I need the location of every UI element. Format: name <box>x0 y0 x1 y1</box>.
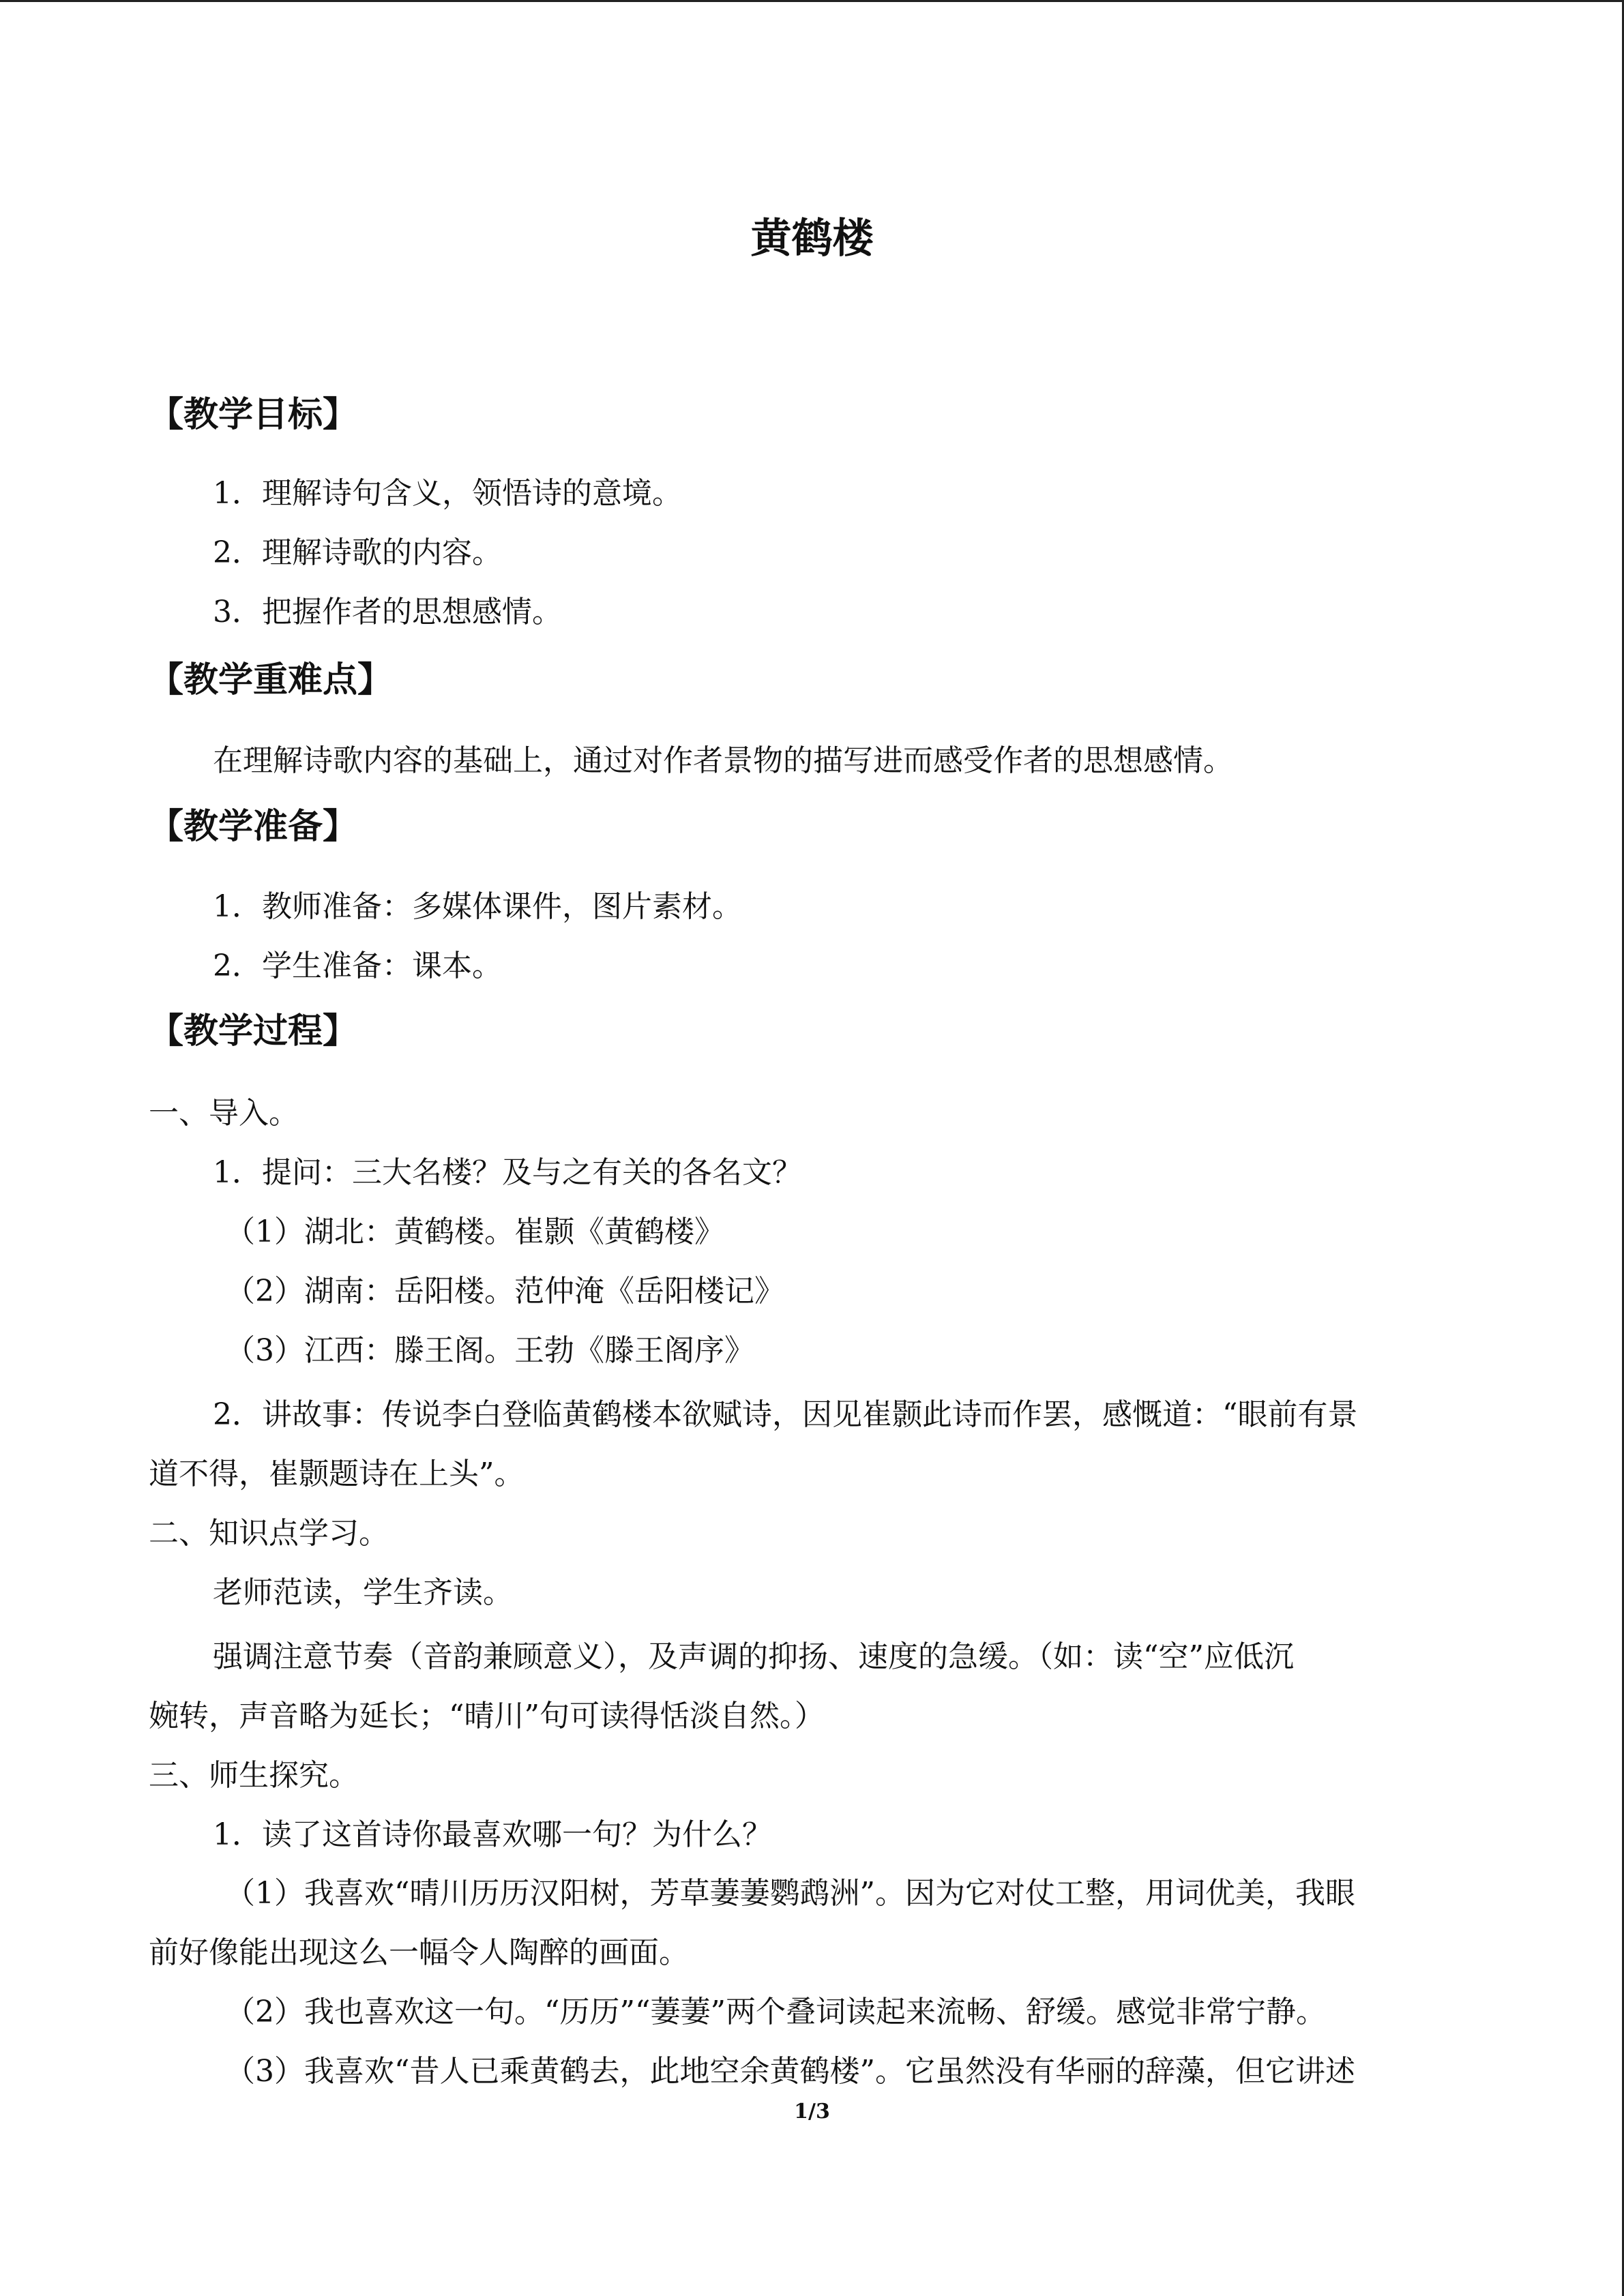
page-title: 黄鹤楼 <box>750 215 874 263</box>
process-part3-a3-line1: （3）我喜欢“昔人已乘黄鹤去，此地空余黄鹤楼”。它虽然没有华丽的辞藻，但它讲述 <box>225 2054 1355 2089</box>
process-part3-q1: 1．读了这首诗你最喜欢哪一句？为什么？ <box>213 1817 772 1852</box>
process-part2-p2-line2: 婉转，声音略为延长；“晴川”句可读得恬淡自然。） <box>149 1699 825 1733</box>
process-part1-story-line1: 2．讲故事：传说李白登临黄鹤楼本欲赋诗，因见崔颢此诗而作罢，感慨道：“眼前有景 <box>213 1397 1358 1432</box>
goal-item-1: 1．理解诗句含义，领悟诗的意境。 <box>213 476 682 511</box>
page-number: 1/3 <box>794 2100 830 2123</box>
process-part3-a1-line2: 前好像能出现这么一幅令人陶醉的画面。 <box>149 1935 689 1970</box>
process-part1-a3: （3）江西：滕王阁。王勃《滕王阁序》 <box>225 1333 754 1368</box>
process-part1-story-line2: 道不得，崔颢题诗在上头”。 <box>149 1457 525 1491</box>
section-heading-goals: 【教学目标】 <box>149 395 358 435</box>
prep-item-1: 1．教师准备：多媒体课件，图片素材。 <box>213 889 742 924</box>
process-part1-q1: 1．提问：三大名楼？及与之有关的各名文？ <box>213 1155 802 1190</box>
process-part2-p2-line1: 强调注意节奏（音韵兼顾意义），及声调的抑扬、速度的急缓。（如：读“空”应低沉 <box>213 1639 1294 1674</box>
key-points-text: 在理解诗歌内容的基础上，通过对作者景物的描写进而感受作者的思想感情。 <box>213 743 1233 778</box>
process-part3-a1-line1: （1）我喜欢“晴川历历汉阳树，芳草萋萋鹦鹉洲”。因为它对仗工整，用词优美，我眼 <box>225 1876 1355 1911</box>
section-heading-process: 【教学过程】 <box>149 1011 358 1052</box>
process-part2-title: 二、知识点学习。 <box>149 1516 389 1551</box>
section-heading-key-points: 【教学重难点】 <box>149 660 393 700</box>
goal-item-2: 2．理解诗歌的内容。 <box>213 535 502 570</box>
process-part3-title: 三、师生探究。 <box>149 1758 359 1793</box>
prep-item-2: 2．学生准备：课本。 <box>213 949 502 983</box>
goal-item-3: 3．把握作者的思想感情。 <box>213 595 562 629</box>
section-heading-preparation: 【教学准备】 <box>149 807 358 847</box>
process-part3-a2: （2）我也喜欢这一句。“历历”“萋萋”两个叠词读起来流畅、舒缓。感觉非常宁静。 <box>225 1995 1326 2029</box>
process-part1-title: 一、导入。 <box>149 1096 299 1131</box>
process-part1-a2: （2）湖南：岳阳楼。范仲淹《岳阳楼记》 <box>225 1274 784 1309</box>
process-part2-p1: 老师范读，学生齐读。 <box>213 1575 513 1610</box>
process-part1-a1: （1）湖北：黄鹤楼。崔颢《黄鹤楼》 <box>225 1214 724 1249</box>
